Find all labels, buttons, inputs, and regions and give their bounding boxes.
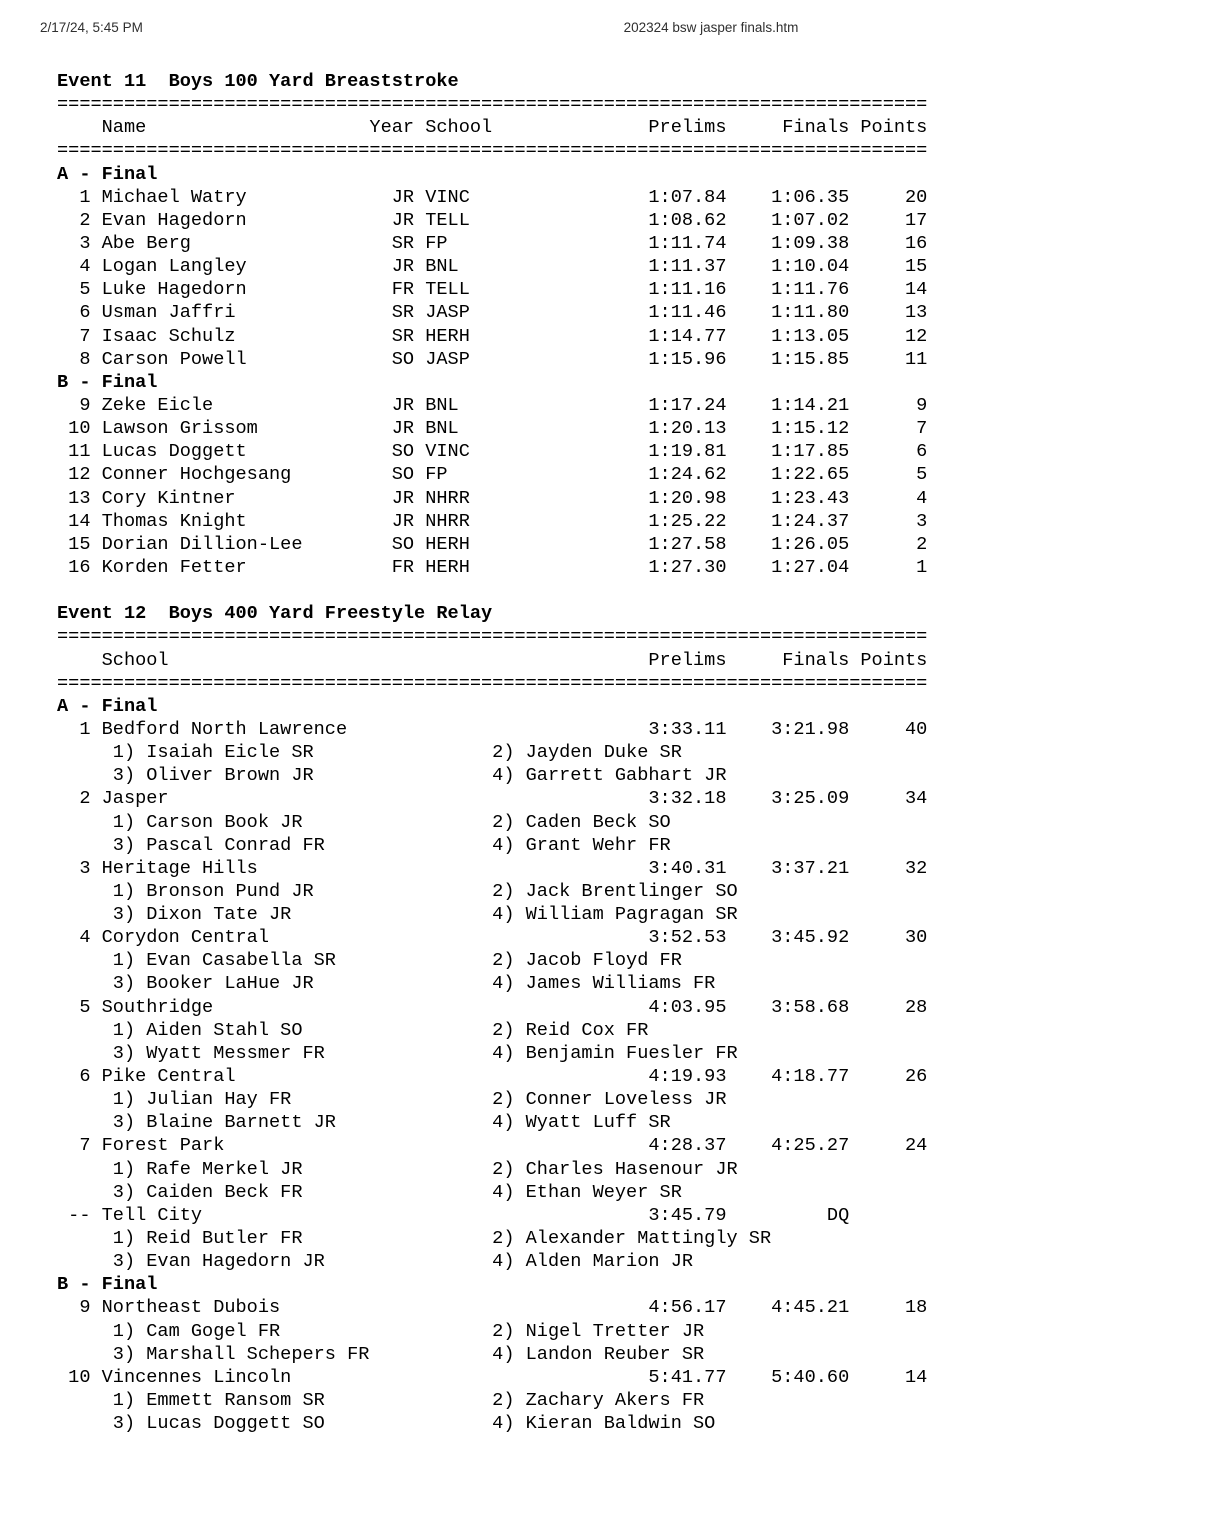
relay-team-row: 9 Northeast Dubois 4:56.17 4:45.21 18 [57,1297,928,1319]
relay-swimmers-row: 3) Booker LaHue JR 4) James Williams FR [57,973,716,995]
relay-swimmers-row: 3) Blaine Barnett JR 4) Wyatt Luff SR [57,1112,671,1134]
relay-swimmers-row: 3) Wyatt Messmer FR 4) Benjamin Fuesler FR [57,1042,738,1064]
relay-team-row: 10 Vincennes Lincoln 5:41.77 5:40.60 14 [57,1366,928,1388]
print-filename: 202324 bsw jasper finals.htm [623,20,799,35]
event-title: Event 11 Boys 100 Yard Breaststroke [57,71,459,92]
blank-line [57,579,927,602]
separator-line: ============================================================================== [57,672,928,694]
final-section-label: B - Final [57,371,158,393]
individual-result-row: 10 Lawson Grissom JR BNL 1:20.13 1:15.12 7 [57,418,928,440]
individual-result-row: 3 Abe Berg SR FP 1:11.74 1:09.38 16 [57,232,928,254]
relay-swimmers-row: 1) Isaiah Eicle SR 2) Jayden Duke SR [57,742,682,764]
results-column-header: Name Year School Prelims Finals Points [57,117,928,139]
relay-swimmers-row: 3) Lucas Doggett SO 4) Kieran Baldwin SO [57,1413,716,1435]
individual-result-row: 8 Carson Powell SO JASP 1:15.96 1:15.85 11 [57,348,928,370]
individual-result-row: 9 Zeke Eicle JR BNL 1:17.24 1:14.21 9 [57,394,928,416]
individual-result-row: 12 Conner Hochgesang SO FP 1:24.62 1:22.65 5 [57,464,928,486]
relay-swimmers-row: 3) Evan Hagedorn JR 4) Alden Marion JR [57,1251,694,1273]
relay-team-row: 2 Jasper 3:32.18 3:25.09 34 [57,788,928,810]
final-section-label: A - Final [57,163,158,185]
individual-result-row: 13 Cory Kintner JR NHRR 1:20.98 1:23.43 4 [57,487,928,509]
relay-swimmers-row: 1) Evan Casabella SR 2) Jacob Floyd FR [57,950,682,972]
individual-result-row: 6 Usman Jaffri SR JASP 1:11.46 1:11.80 13 [57,302,928,324]
relay-swimmers-row: 1) Reid Butler FR 2) Alexander Mattingly SR [57,1228,772,1250]
relay-team-row: 6 Pike Central 4:19.93 4:18.77 26 [57,1066,928,1088]
separator-line: ============================================================================== [57,140,928,162]
relay-swimmers-row: 1) Aiden Stahl SO 2) Reid Cox FR [57,1019,649,1041]
individual-result-row: 14 Thomas Knight JR NHRR 1:25.22 1:24.37 3 [57,510,928,532]
separator-line: ============================================================================== [57,626,928,648]
event-title: Event 12 Boys 400 Yard Freestyle Relay [57,603,493,625]
relay-swimmers-row: 1) Cam Gogel FR 2) Nigel Tretter JR [57,1320,705,1342]
relay-swimmers-row: 1) Julian Hay FR 2) Conner Loveless JR [57,1089,727,1111]
individual-result-row: 15 Dorian Dillion-Lee SO HERH 1:27.58 1:26.05 2 [57,533,928,555]
individual-result-row: 1 Michael Watry JR VINC 1:07.84 1:06.35 20 [57,186,928,208]
relay-team-row: 1 Bedford North Lawrence 3:33.11 3:21.98 40 [57,718,928,740]
relay-swimmers-row: 1) Carson Book JR 2) Caden Beck SO [57,811,671,833]
individual-result-row: 7 Isaac Schulz SR HERH 1:14.77 1:13.05 12 [57,325,928,347]
individual-result-row: 2 Evan Hagedorn JR TELL 1:08.62 1:07.02 17 [57,209,928,231]
final-section-label: B - Final [57,1274,158,1296]
relay-team-row: -- Tell City 3:45.79 DQ [57,1204,928,1226]
relay-swimmers-row: 3) Dixon Tate JR 4) William Pagragan SR [57,904,738,926]
individual-result-row: 16 Korden Fetter FR HERH 1:27.30 1:27.04 1 [57,556,928,578]
relay-swimmers-row: 3) Oliver Brown JR 4) Garrett Gabhart JR [57,765,727,787]
relay-swimmers-row: 1) Bronson Pund JR 2) Jack Brentlinger SO [57,880,738,902]
relay-team-row: 5 Southridge 4:03.95 3:58.68 28 [57,996,928,1018]
relay-team-row: 4 Corydon Central 3:52.53 3:45.92 30 [57,927,928,949]
relay-swimmers-row: 3) Pascal Conrad FR 4) Grant Wehr FR [57,834,671,856]
individual-result-row: 4 Logan Langley JR BNL 1:11.37 1:10.04 15 [57,256,928,278]
relay-team-row: 3 Heritage Hills 3:40.31 3:37.21 32 [57,857,928,879]
final-section-label: A - Final [57,695,158,717]
relay-team-row: 7 Forest Park 4:28.37 4:25.27 24 [57,1135,928,1157]
relay-swimmers-row: 3) Marshall Schepers FR 4) Landon Reuber SR [57,1343,705,1365]
results-document [57,70,927,1435]
relay-swimmers-row: 1) Rafe Merkel JR 2) Charles Hasenour JR [57,1158,738,1180]
separator-line: ============================================================================== [57,94,928,116]
relay-swimmers-row: 3) Caiden Beck FR 4) Ethan Weyer SR [57,1181,682,1203]
results-column-header: School Prelims Finals Points [57,649,928,671]
individual-result-row: 5 Luke Hagedorn FR TELL 1:11.16 1:11.76 14 [57,279,928,301]
individual-result-row: 11 Lucas Doggett SO VINC 1:19.81 1:17.85 6 [57,441,928,463]
relay-swimmers-row: 1) Emmett Ransom SR 2) Zachary Akers FR [57,1390,705,1412]
print-header [0,0,1213,48]
print-datetime: 2/17/24, 5:45 PM [40,20,143,35]
